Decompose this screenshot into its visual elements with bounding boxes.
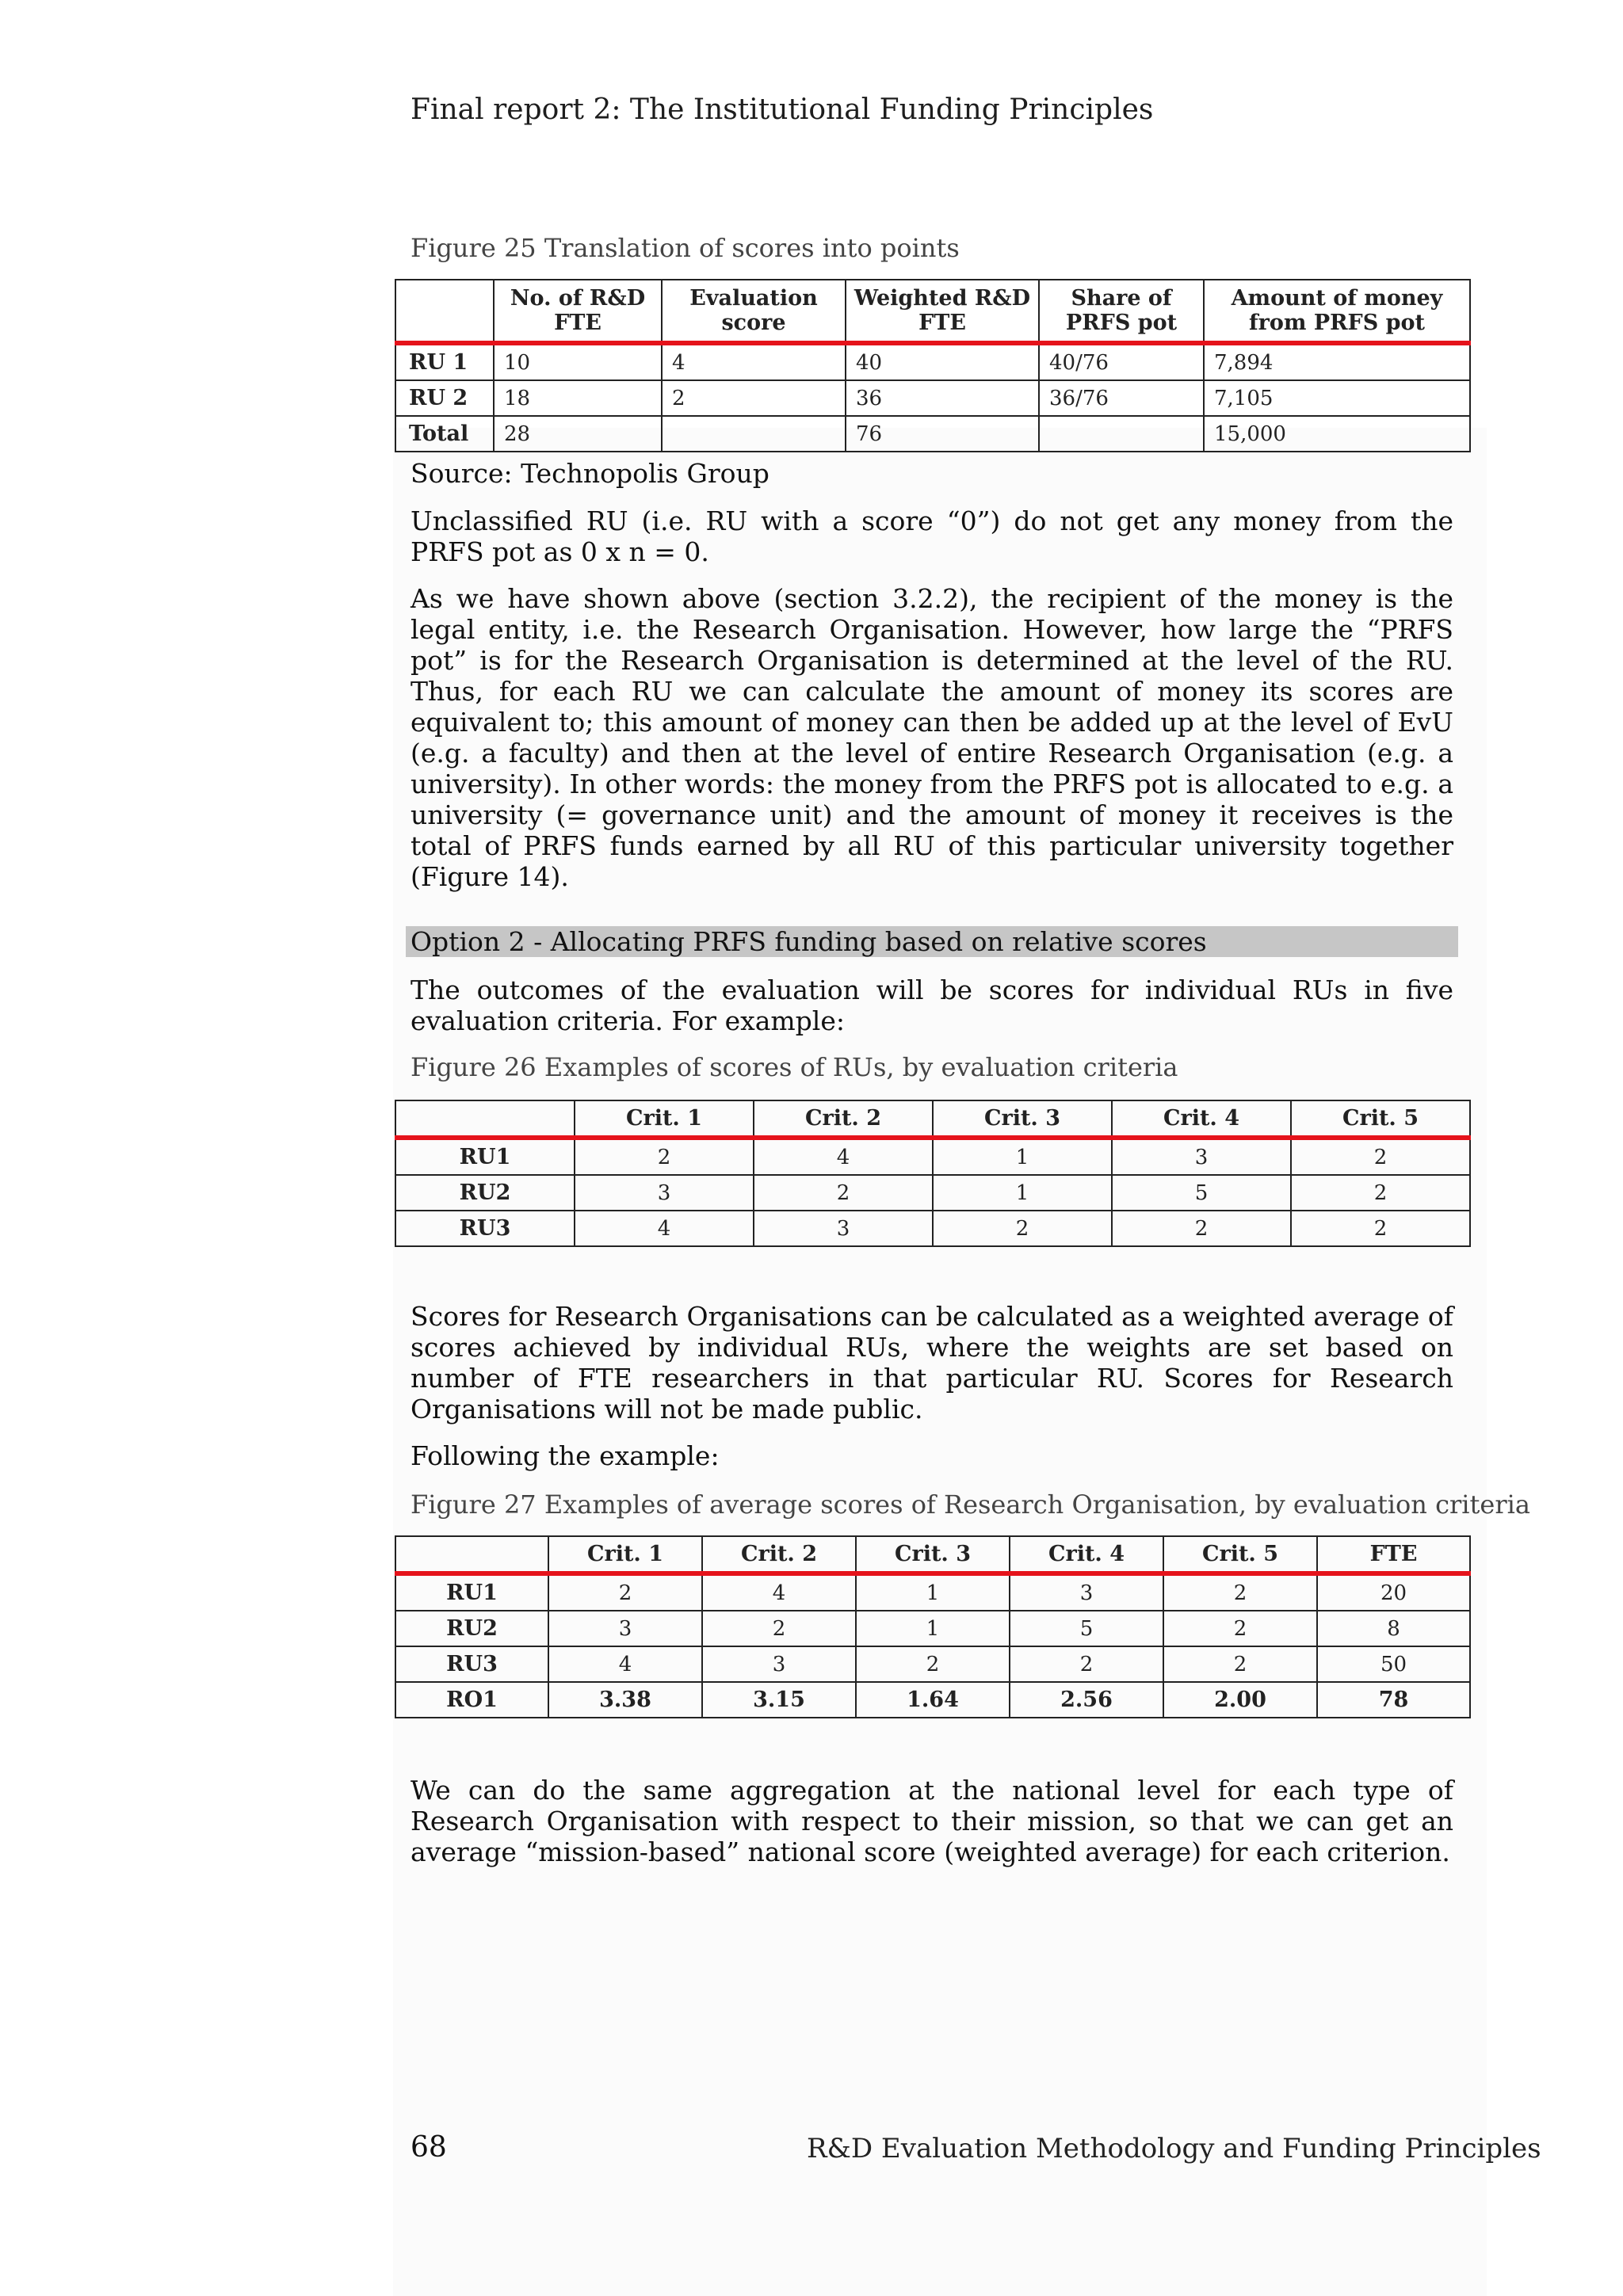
table-cell: 4 <box>548 1646 702 1682</box>
table-header-row <box>395 280 1470 343</box>
table-cell: 2 <box>1291 1211 1470 1246</box>
paragraph-unclassified: Unclassified RU (i.e. RU with a score “0”) do not get any money from the PRFS pot as 0 x n = 0. <box>411 505 1453 567</box>
table-row <box>395 416 1470 452</box>
table-row <box>395 1211 1470 1246</box>
figure-27-table <box>395 1535 1471 1718</box>
table-cell: 18 <box>494 380 662 416</box>
table-cell: 4 <box>754 1138 933 1175</box>
table-cell: 3.15 <box>702 1682 856 1718</box>
table-cell: 3 <box>754 1211 933 1246</box>
table-cell: 20 <box>1317 1573 1470 1611</box>
figure-27-caption: Figure 27 Examples of average scores of Research Organisation, by evaluation criteria <box>411 1489 1530 1520</box>
column-header: Crit. 1 <box>548 1536 702 1573</box>
row-label: RU1 <box>395 1573 548 1611</box>
column-header: Crit. 5 <box>1291 1100 1470 1138</box>
table-cell: 2 <box>702 1611 856 1646</box>
table-cell: 2 <box>1112 1211 1291 1246</box>
table-cell: 36 <box>846 380 1039 416</box>
table-cell: 2.56 <box>1010 1682 1163 1718</box>
table-cell: 4 <box>702 1573 856 1611</box>
column-header: Crit. 4 <box>1112 1100 1291 1138</box>
page-number: 68 <box>411 2131 447 2164</box>
table-row <box>395 380 1470 416</box>
table-cell: 36/76 <box>1039 380 1204 416</box>
row-label: RU 2 <box>395 380 494 416</box>
column-header <box>395 1536 548 1573</box>
table-cell: 1 <box>933 1138 1112 1175</box>
column-header: Crit. 2 <box>702 1536 856 1573</box>
column-header: No. of R&D FTE <box>494 280 662 343</box>
table-cell: 3 <box>1112 1138 1291 1175</box>
table-cell: 28 <box>494 416 662 452</box>
table-cell: 2 <box>575 1138 754 1175</box>
table-row <box>395 343 1470 380</box>
table-cell: 1.64 <box>856 1682 1010 1718</box>
table-cell: 2 <box>1163 1611 1317 1646</box>
paragraph-national-aggregation: We can do the same aggregation at the national level for each type of Research Organisation with respect to their mission, so that we can get an average “mission-based” national score (weighted average) for each criterion. <box>411 1775 1453 1867</box>
figure-25-table <box>395 279 1471 452</box>
table-cell: 1 <box>856 1573 1010 1611</box>
table-row <box>395 1646 1470 1682</box>
column-header: Crit. 1 <box>575 1100 754 1138</box>
table-cell: 2.00 <box>1163 1682 1317 1718</box>
table-row <box>395 1175 1470 1211</box>
column-header: Share of PRFS pot <box>1039 280 1204 343</box>
table-cell: 7,105 <box>1204 380 1470 416</box>
table-cell: 3.38 <box>548 1682 702 1718</box>
table-cell: 76 <box>846 416 1039 452</box>
table-cell: 2 <box>548 1573 702 1611</box>
table-cell: 3 <box>575 1175 754 1211</box>
paragraph-recipient: As we have shown above (section 3.2.2), the recipient of the money is the legal entity, i.e. the Research Organisation. However, how large the “PRFS pot” is for the Research Organisation is determined at the level of the RU. Thus, for each RU we can calculate the amount of money its scores are equivalent to; this amount of money can then be added up at the level of EvU (e.g. a faculty) and then at the level of entire Research Organisation (e.g. a university). In other words: the money from the PRFS pot is allocated to e.g. a university (= governance unit) and the amount of money it receives is the total of PRFS funds earned by all RU of this particular university together (Figure 14). <box>411 583 1453 892</box>
column-header <box>395 1100 575 1138</box>
table-cell: 7,894 <box>1204 343 1470 380</box>
table-row <box>395 1138 1470 1175</box>
table-cell: 2 <box>1163 1573 1317 1611</box>
table-cell: 2 <box>1291 1138 1470 1175</box>
table-cell: 1 <box>933 1175 1112 1211</box>
table-cell: 2 <box>1010 1646 1163 1682</box>
table-cell: 78 <box>1317 1682 1470 1718</box>
figure-25-caption: Figure 25 Translation of scores into points <box>411 233 960 263</box>
table-cell: 4 <box>575 1211 754 1246</box>
row-label: RU3 <box>395 1211 575 1246</box>
table-header-row <box>395 1100 1470 1138</box>
section-heading: Option 2 - Allocating PRFS funding based on relative scores <box>411 926 1207 957</box>
table-cell: 15,000 <box>1204 416 1470 452</box>
table-cell: 3 <box>548 1611 702 1646</box>
paragraph-outcomes: The outcomes of the evaluation will be scores for individual RUs in five evaluation criteria. For example: <box>411 974 1453 1036</box>
table-cell: 2 <box>1163 1646 1317 1682</box>
column-header: Weighted R&D FTE <box>846 280 1039 343</box>
table-cell: 2 <box>754 1175 933 1211</box>
table-cell: 2 <box>662 380 846 416</box>
table-row-total <box>395 1682 1470 1718</box>
table-cell: 40 <box>846 343 1039 380</box>
table-row <box>395 1611 1470 1646</box>
footer-publication-title: R&D Evaluation Methodology and Funding Principles <box>807 2133 1541 2164</box>
table-cell: 50 <box>1317 1646 1470 1682</box>
column-header: Amount of money from PRFS pot <box>1204 280 1470 343</box>
table-cell: 2 <box>856 1646 1010 1682</box>
column-header <box>395 280 494 343</box>
table-header-row <box>395 1536 1470 1573</box>
paragraph-weighted-average: Scores for Research Organisations can be calculated as a weighted average of scores achieved by individual RUs, where the weights are set based on number of FTE researchers in that particular RU. Scores for Research Organisations will not be made public. <box>411 1301 1453 1425</box>
figure-25-source: Source: Technopolis Group <box>411 458 769 489</box>
table-cell: 3 <box>1010 1573 1163 1611</box>
table-cell: 10 <box>494 343 662 380</box>
row-label: RU2 <box>395 1611 548 1646</box>
figure-26-caption: Figure 26 Examples of scores of RUs, by evaluation criteria <box>411 1052 1178 1082</box>
row-label: RU3 <box>395 1646 548 1682</box>
table-row <box>395 1573 1470 1611</box>
row-label: RU 1 <box>395 343 494 380</box>
running-header: Final report 2: The Institutional Funding Principles <box>411 93 1154 126</box>
row-label: Total <box>395 416 494 452</box>
row-label: RU2 <box>395 1175 575 1211</box>
table-cell <box>662 416 846 452</box>
column-header: Crit. 3 <box>933 1100 1112 1138</box>
column-header: Crit. 2 <box>754 1100 933 1138</box>
column-header: FTE <box>1317 1536 1470 1573</box>
table-cell: 2 <box>933 1211 1112 1246</box>
table-cell: 1 <box>856 1611 1010 1646</box>
table-cell <box>1039 416 1204 452</box>
table-cell: 40/76 <box>1039 343 1204 380</box>
column-header: Crit. 4 <box>1010 1536 1163 1573</box>
table-cell: 4 <box>662 343 846 380</box>
column-header: Crit. 3 <box>856 1536 1010 1573</box>
row-label: RO1 <box>395 1682 548 1718</box>
table-cell: 3 <box>702 1646 856 1682</box>
column-header: Evaluation score <box>662 280 846 343</box>
table-cell: 5 <box>1010 1611 1163 1646</box>
table-cell: 8 <box>1317 1611 1470 1646</box>
figure-26-table <box>395 1100 1471 1247</box>
row-label: RU1 <box>395 1138 575 1175</box>
paragraph-following: Following the example: <box>411 1440 720 1471</box>
table-cell: 5 <box>1112 1175 1291 1211</box>
table-cell: 2 <box>1291 1175 1470 1211</box>
column-header: Crit. 5 <box>1163 1536 1317 1573</box>
